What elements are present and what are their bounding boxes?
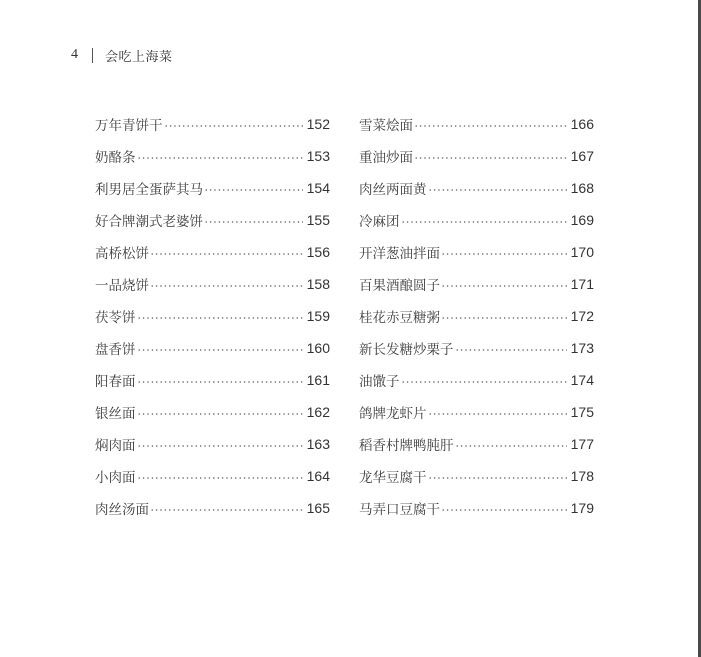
dot-leader	[428, 477, 567, 479]
toc-entry[interactable]	[359, 300, 594, 332]
toc-entry-title: 重油炒面	[359, 150, 413, 166]
toc-column-left	[95, 108, 330, 524]
toc-entry[interactable]	[95, 300, 330, 332]
toc-entry-title: 阳春面	[95, 374, 136, 390]
toc-entry-title: 开洋葱油拌面	[359, 246, 440, 262]
dot-leader	[428, 189, 567, 191]
dot-leader	[455, 349, 567, 351]
toc-entry-title: 冷麻团	[359, 214, 400, 230]
toc-entry-title: 油馓子	[359, 374, 400, 390]
toc-entry[interactable]	[95, 172, 330, 204]
toc-entry[interactable]	[359, 108, 594, 140]
dot-leader	[455, 445, 567, 447]
dot-leader	[441, 317, 567, 319]
running-header	[71, 45, 173, 65]
toc-entry-page-number: 152	[306, 116, 330, 132]
toc-entry-title: 龙华豆腐干	[359, 470, 427, 486]
dot-leader	[428, 413, 567, 415]
dot-leader	[414, 125, 567, 127]
toc-entry[interactable]	[95, 428, 330, 460]
toc-entry-title: 马弄口豆腐干	[359, 502, 440, 518]
dot-leader	[204, 221, 303, 223]
dot-leader	[164, 125, 303, 127]
toc-entry-title: 桂花赤豆糖粥	[359, 310, 440, 326]
dot-leader	[441, 285, 567, 287]
dot-leader	[150, 509, 303, 511]
dot-leader	[441, 253, 567, 255]
toc-entry[interactable]	[359, 460, 594, 492]
toc-entry-page-number: 160	[306, 340, 330, 356]
dot-leader	[137, 477, 303, 479]
toc-entry-page-number: 169	[570, 212, 594, 228]
book-title: 会吃上海菜	[105, 49, 173, 65]
toc-entry[interactable]	[95, 492, 330, 524]
toc-entry-title: 银丝面	[95, 406, 136, 422]
dot-leader	[401, 381, 567, 383]
toc-entry-title: 肉丝两面黄	[359, 182, 427, 198]
toc-entry-title: 焖肉面	[95, 438, 136, 454]
toc-entry-page-number: 159	[306, 308, 330, 324]
toc-entry-page-number: 171	[570, 276, 594, 292]
toc-entry-page-number: 162	[306, 404, 330, 420]
toc-entry-title: 小肉面	[95, 470, 136, 486]
toc-entry-page-number: 179	[570, 500, 594, 516]
page-number: 4	[71, 47, 78, 62]
dot-leader	[401, 221, 567, 223]
dot-leader	[137, 317, 303, 319]
toc-entry[interactable]	[95, 396, 330, 428]
toc-entry-title: 雪菜烩面	[359, 118, 413, 134]
dot-leader	[441, 509, 567, 511]
toc-entry-title: 高桥松饼	[95, 246, 149, 262]
toc-entry-title: 盘香饼	[95, 342, 136, 358]
toc-entry-page-number: 166	[570, 116, 594, 132]
toc-entry-title: 新长发糖炒栗子	[359, 342, 454, 358]
toc-entry-page-number: 153	[306, 148, 330, 164]
toc-entry[interactable]	[359, 268, 594, 300]
toc-entry[interactable]	[95, 108, 330, 140]
toc-entry[interactable]	[95, 460, 330, 492]
dot-leader	[414, 157, 567, 159]
toc-entry-page-number: 163	[306, 436, 330, 452]
toc-entry[interactable]	[359, 140, 594, 172]
toc-entry[interactable]	[359, 396, 594, 428]
toc-entry-title: 稻香村牌鸭肫肝	[359, 438, 454, 454]
toc-entry[interactable]	[359, 428, 594, 460]
toc-entry-page-number: 175	[570, 404, 594, 420]
toc-entry-page-number: 173	[570, 340, 594, 356]
dot-leader	[137, 381, 303, 383]
toc-entry[interactable]	[95, 236, 330, 268]
toc-entry[interactable]	[359, 332, 594, 364]
dot-leader	[150, 253, 303, 255]
toc-entry-page-number: 167	[570, 148, 594, 164]
toc-entry-title: 万年青饼干	[95, 118, 163, 134]
dot-leader	[137, 413, 303, 415]
toc-entry-page-number: 168	[570, 180, 594, 196]
dot-leader	[137, 349, 303, 351]
dot-leader	[137, 157, 303, 159]
toc-entry-page-number: 156	[306, 244, 330, 260]
toc-entry[interactable]	[95, 364, 330, 396]
toc-entry-page-number: 172	[570, 308, 594, 324]
toc-entry[interactable]	[95, 140, 330, 172]
dot-leader	[150, 285, 303, 287]
toc-entry[interactable]	[359, 236, 594, 268]
toc-entry-page-number: 174	[570, 372, 594, 388]
toc-entry-title: 百果酒酿圆子	[359, 278, 440, 294]
toc-entry[interactable]	[359, 204, 594, 236]
dot-leader	[137, 445, 303, 447]
dot-leader	[204, 189, 303, 191]
toc-entry-page-number: 155	[306, 212, 330, 228]
toc-entry-page-number: 165	[306, 500, 330, 516]
toc-entry-page-number: 158	[306, 276, 330, 292]
toc-entry-page-number: 154	[306, 180, 330, 196]
toc-entry-page-number: 177	[570, 436, 594, 452]
toc-entry-page-number: 161	[306, 372, 330, 388]
toc-entry-title: 鸽牌龙虾片	[359, 406, 427, 422]
header-divider	[92, 48, 93, 63]
toc-entry-title: 茯苓饼	[95, 310, 136, 326]
toc-entry-title: 好合牌潮式老婆饼	[95, 214, 203, 230]
toc-entry[interactable]	[95, 204, 330, 236]
toc-entry[interactable]	[95, 268, 330, 300]
toc-entry-title: 肉丝汤面	[95, 502, 149, 518]
toc-entry-title: 利男居全蛋萨其马	[95, 182, 203, 198]
toc-entry-title: 一品烧饼	[95, 278, 149, 294]
toc-entry[interactable]	[359, 492, 594, 524]
toc-column-right	[359, 108, 594, 524]
toc-entry-title: 奶酪条	[95, 150, 136, 166]
toc-entry-page-number: 170	[570, 244, 594, 260]
toc-entry[interactable]	[359, 364, 594, 396]
toc-entry[interactable]	[95, 332, 330, 364]
toc-entry-page-number: 164	[306, 468, 330, 484]
toc-entry[interactable]	[359, 172, 594, 204]
toc-entry-page-number: 178	[570, 468, 594, 484]
